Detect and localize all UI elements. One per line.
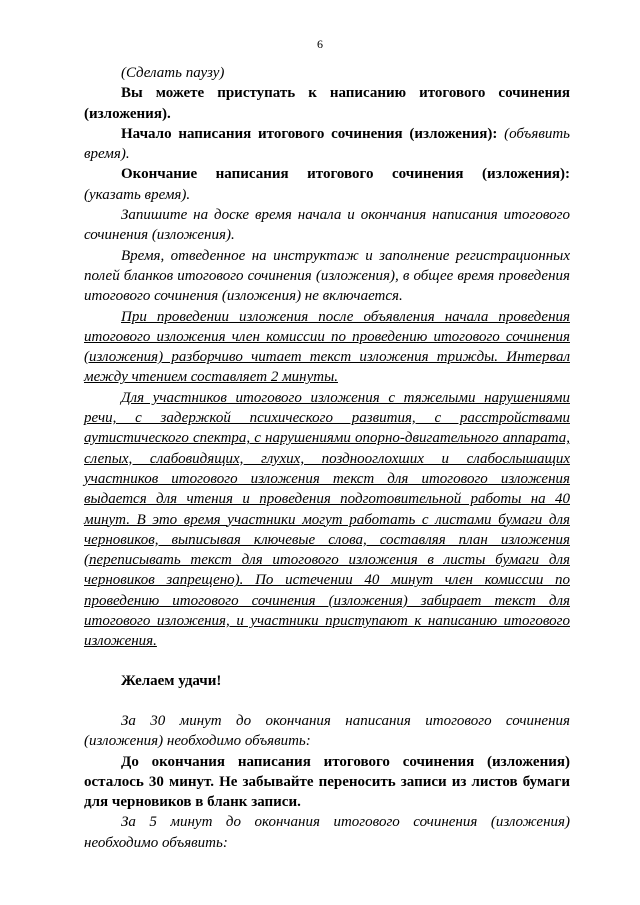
paragraph-start-writing: Вы можете приступать к написанию итогового сочинения (изложения). <box>84 85 570 122</box>
document-body <box>84 63 570 853</box>
paragraph-5-min-announce: За 5 минут до окончания итогового сочинения (изложения) необходимо объявить: <box>84 814 570 851</box>
paragraph-30-min-announce: За 30 минут до окончания написания итогового сочинения (изложения) необходимо объявить: <box>84 712 570 750</box>
page-number: 6 <box>317 37 323 51</box>
paragraph-end-time <box>84 164 570 205</box>
paragraph-reading-rules: При проведении изложения после объявления начала проведения итогового изложения член комиссии по проведению итогового сочинения (изложения) разборчиво читает текст изложения трижды. Интервал между чтением составляет 2 минуты. <box>84 308 570 386</box>
paragraph-special-participants: Для участников итогового изложения с тяжелыми нарушениями речи, с задержкой психического развития, с расстройствами аутистического спектра, с нарушениями опорно-двигательного аппарата, слепых, слабовидящих, глухих, позднооглохших и слабослышащих участников итогового изложения текст для итогового изложения выдается для чтения и проведения подготовительной работы на 40 минут. В это время участники могут работать с листами бумаги для черновиков, выписывая ключевые слова, составляя план изложения (переписывать текст для итогового изложения в листы бумаги для черновиков запрещено). По истечении 40 минут член комиссии по проведению итогового сочинения (изложения) забирает текст для итогового изложения, и участники приступают к написанию итогового изложения. <box>84 389 570 650</box>
paragraph-pause-note: (Сделать паузу) <box>121 65 225 81</box>
end-time-instruction: (указать время). <box>84 186 191 203</box>
paragraph-board-note: Запишите на доске время начала и окончания написания итогового сочинения (изложения). <box>84 207 570 244</box>
paragraph-good-luck: Желаем удачи! <box>121 672 222 689</box>
paragraph-time-note: Время, отведенное на инструктаж и заполнение регистрационных полей бланков итогового сочинения (изложения), в общее время проведения итогового сочинения (изложения) не включается. <box>84 247 570 305</box>
start-time-label: Начало написания итогового сочинения (изложения): <box>121 125 498 142</box>
start-time-instruction: (объявить время). <box>84 125 570 163</box>
paragraph-30-min-warning: До окончания написания итогового сочинения (изложения) осталось 30 минут. Не забывайте переносить записи из листов бумаги для черновиков в бланк записи. <box>84 753 570 811</box>
end-time-label: Окончание написания итогового сочинения (изложения): <box>121 166 570 183</box>
paragraph-start-time <box>84 124 570 165</box>
